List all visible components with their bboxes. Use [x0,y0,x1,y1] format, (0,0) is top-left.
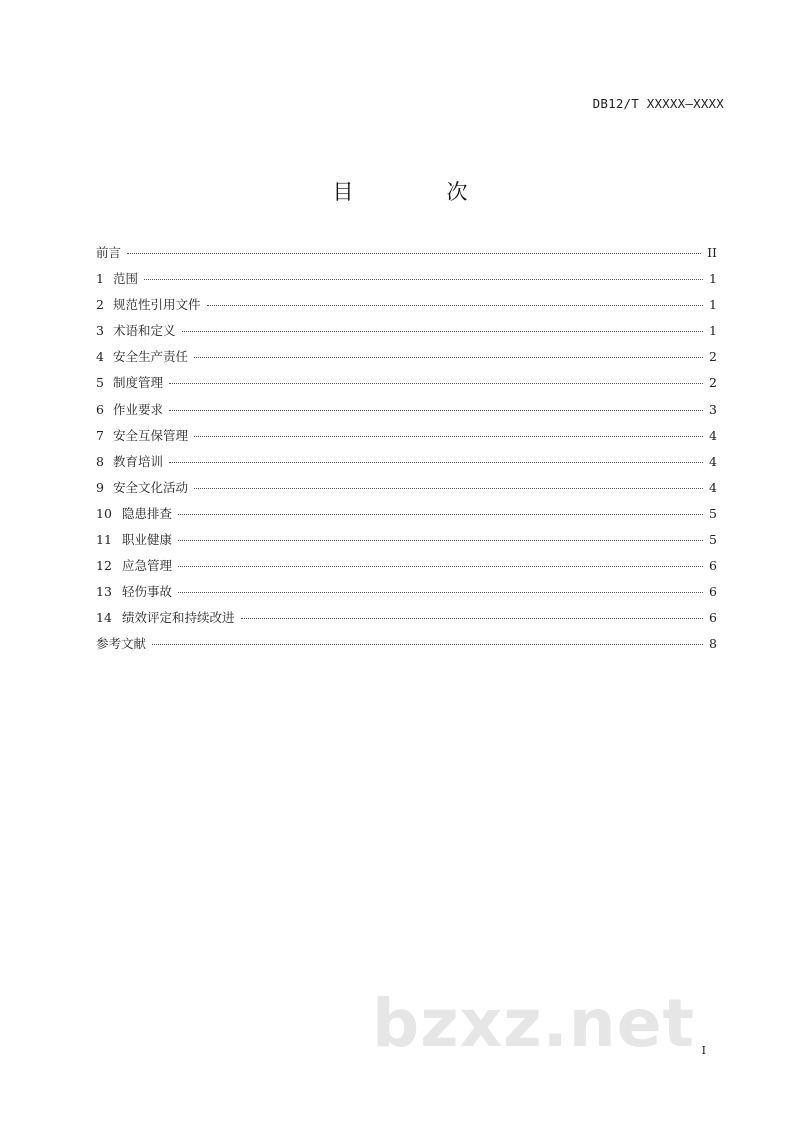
toc-entry-label: 制度管理 [113,375,164,391]
toc-entry-number: 5 [96,375,104,391]
toc-entry-number: 1 [96,271,104,287]
page-number: I [701,1044,706,1057]
toc-leader-dots [241,617,703,619]
toc-leader-dots [144,278,703,280]
toc-entry-page: II [707,245,717,260]
toc-entry-label: 规范性引用文件 [113,297,201,313]
toc-entry-number: 14 [96,610,112,626]
toc-entry-label: 职业健康 [122,532,173,548]
toc-entry-page: 6 [709,558,717,574]
toc-entry-number: 8 [96,453,104,469]
toc-entry[interactable] [96,266,717,292]
toc-entry[interactable] [96,527,717,553]
toc-entry[interactable] [96,605,717,631]
toc-entry[interactable] [96,631,717,657]
toc-entry-label: 隐患排查 [122,505,173,521]
table-of-contents [96,240,717,658]
toc-entry-number: 2 [96,297,104,313]
toc-entry-number: 11 [96,532,112,548]
toc-leader-dots [178,591,703,593]
toc-entry-page: 6 [709,584,717,600]
toc-entry[interactable] [96,501,717,527]
toc-leader-dots [182,330,703,332]
toc-entry-label: 教育培训 [113,453,164,469]
toc-entry-page: 4 [709,427,717,443]
toc-entry-label: 安全生产责任 [113,349,189,365]
toc-leader-dots [194,435,703,437]
toc-leader-dots [178,565,703,567]
toc-entry-page: 2 [709,349,717,365]
toc-leader-dots [207,304,703,306]
toc-entry-number: 4 [96,349,104,365]
toc-entry-page: 5 [709,532,717,548]
toc-leader-dots [194,487,703,489]
toc-entry-number: 3 [96,323,104,339]
toc-leader-dots [169,461,703,463]
toc-leader-dots [127,252,701,254]
toc-entry-page: 2 [709,375,717,391]
toc-entry[interactable] [96,240,717,266]
toc-entry-page: 1 [709,297,717,313]
toc-entry[interactable] [96,370,717,396]
document-code: DB12/T XXXXX—XXXX [592,96,724,111]
toc-entry[interactable] [96,397,717,423]
toc-leader-dots [178,513,703,515]
toc-entry-number: 10 [96,505,112,521]
toc-entry-label: 前言 [96,245,122,260]
toc-entry-number: 7 [96,427,104,443]
toc-entry[interactable] [96,579,717,605]
toc-entry-page: 3 [709,401,717,417]
toc-leader-dots [178,539,703,541]
toc-entry-page: 1 [709,323,717,339]
toc-leader-dots [152,643,703,645]
toc-entry-label: 范围 [113,271,139,287]
toc-leader-dots [194,356,703,358]
toc-entry[interactable] [96,292,717,318]
toc-entry-label: 安全文化活动 [113,479,189,495]
toc-entry-label: 轻伤事故 [122,584,173,600]
toc-leader-dots [169,382,703,384]
toc-entry-number: 12 [96,558,112,574]
toc-entry-label: 参考文献 [96,636,147,652]
toc-entry-number: 9 [96,479,104,495]
toc-entry[interactable] [96,475,717,501]
toc-title: 目 次 [332,180,504,204]
toc-entry-page: 4 [709,479,717,495]
toc-entry-number: 13 [96,584,112,600]
toc-entry-page: 6 [709,610,717,626]
toc-entry-label: 应急管理 [122,558,173,574]
toc-entry-page: 5 [709,505,717,521]
toc-entry[interactable] [96,318,717,344]
toc-entry-label: 术语和定义 [113,323,176,339]
toc-entry-label: 绩效评定和持续改进 [122,610,235,626]
toc-entry-page: 1 [709,271,717,287]
toc-entry[interactable] [96,423,717,449]
toc-entry-page: 8 [709,636,717,652]
toc-leader-dots [169,409,703,411]
toc-entry-label: 安全互保管理 [113,427,189,443]
toc-entry-number: 6 [96,401,104,417]
toc-entry[interactable] [96,344,717,370]
toc-entry-page: 4 [709,453,717,469]
toc-entry-label: 作业要求 [113,401,164,417]
toc-entry[interactable] [96,449,717,475]
toc-entry[interactable] [96,553,717,579]
watermark: bzxz.net [372,985,696,1062]
